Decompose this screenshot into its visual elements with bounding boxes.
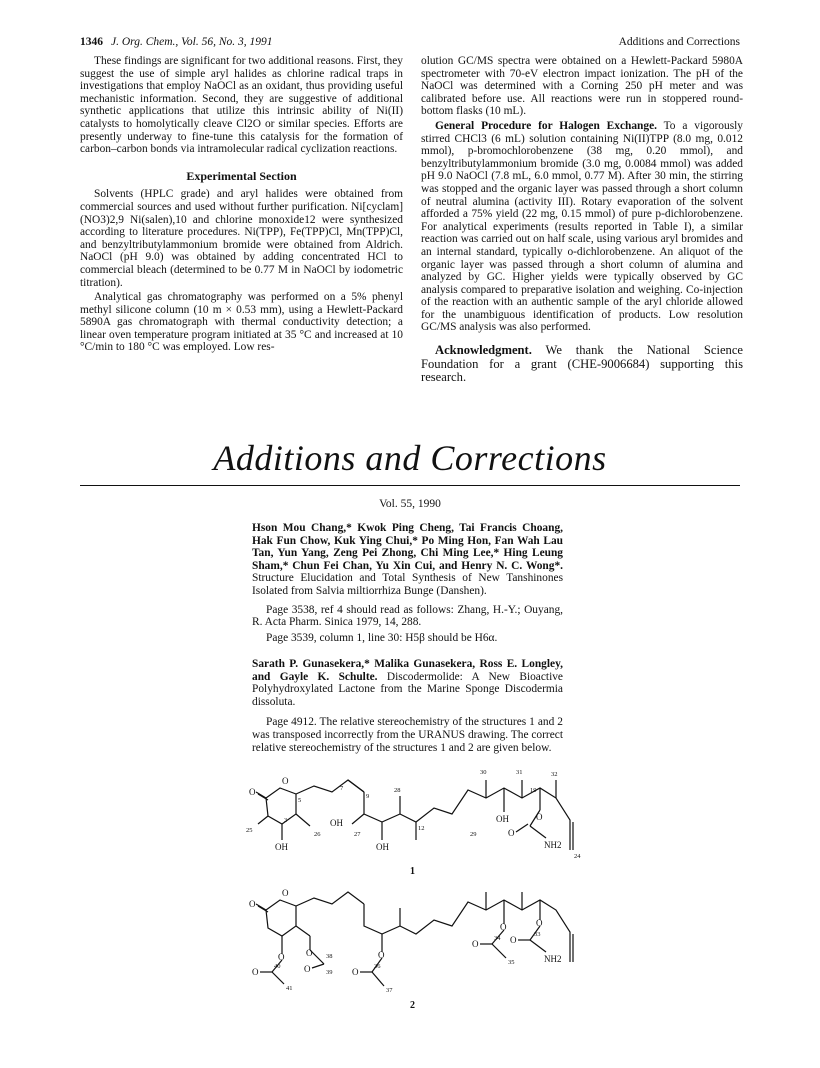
journal-info: J. Org. Chem., Vol. 56, No. 3, 1991 <box>111 36 273 48</box>
atom-label: O <box>472 939 479 949</box>
atom-label: O <box>252 967 259 977</box>
structure-1-drawing <box>244 762 584 880</box>
entry1-citation <box>252 522 563 598</box>
atom-label: OH <box>275 842 288 852</box>
paragraph-acknowledgment <box>421 344 743 385</box>
atom-label: O <box>306 948 313 958</box>
atom-label: NH2 <box>544 954 562 964</box>
atom-number: 12 <box>418 825 425 832</box>
volume-label: Vol. 55, 1990 <box>379 498 441 510</box>
atom-label: O <box>282 888 289 898</box>
experimental-section-heading: Experimental Section <box>186 168 297 183</box>
atom-number: 40 <box>274 963 281 970</box>
atom-label: OH <box>496 814 509 824</box>
atom-number: 34 <box>494 935 501 942</box>
atom-number: 31 <box>516 769 523 776</box>
atom-number: 33 <box>534 931 541 938</box>
atom-number: 37 <box>386 987 393 994</box>
atom-label: O <box>378 950 385 960</box>
header-section-title: Additions and Corrections <box>618 36 740 48</box>
correction-entry-2 <box>252 658 563 757</box>
atom-label: OH <box>330 818 343 828</box>
right-column <box>421 55 743 387</box>
atom-number: 25 <box>246 827 253 834</box>
atom-number: 9 <box>366 793 370 800</box>
atom-number: 7 <box>340 785 344 792</box>
atom-number: 36 <box>374 963 381 970</box>
atom-label: O <box>282 776 289 786</box>
atom-label: OH <box>376 842 389 852</box>
entry2-authors: Sarath P. Gunasekera,* Malika Gunasekera, Ross E. Longley, and Gayle K. Schulte. <box>252 658 563 683</box>
atom-label: O <box>536 918 543 928</box>
entry2-title: Discodermolide: A New Bioactive Polyhydroxylated Lactone from the Marine Sponge Discodermia dissoluta. <box>252 670 563 708</box>
atom-number: 24 <box>574 853 581 860</box>
atom-number: 3 <box>284 817 288 824</box>
header-left <box>80 36 273 48</box>
general-procedure-heading: General Procedure for Halogen Exchange. <box>435 119 657 132</box>
atom-label: O <box>510 935 517 945</box>
left-column <box>80 55 403 356</box>
entry1-fix-1: Page 3538, ref 4 should read as follows: Zhang, H.-Y.; Ouyang, R. Acta Pharm. Sinica 1979, 14, 288. <box>252 603 563 629</box>
paragraph-general-procedure <box>421 120 743 334</box>
atom-number: 28 <box>394 787 401 794</box>
atom-label: O <box>249 899 256 909</box>
compound-label-1: 1 <box>410 866 415 877</box>
atom-number: 26 <box>314 831 321 838</box>
atom-number: 35 <box>508 959 515 966</box>
acknowledgment-heading: Acknowledgment. <box>435 343 532 358</box>
correction-entry-1 <box>252 522 563 647</box>
compound-label-2: 2 <box>410 1000 415 1011</box>
atom-label: O <box>536 812 543 822</box>
atom-number: 41 <box>286 985 293 992</box>
entry1-fix-2: Page 3539, column 1, line 30: H5β should be H6α. <box>266 631 498 644</box>
page-number: 1346 <box>80 36 103 48</box>
corrections-title: Additions and Corrections <box>213 438 607 478</box>
chemical-structure-2 <box>244 884 584 1014</box>
atom-label: O <box>500 922 507 932</box>
atom-number: 27 <box>354 831 361 838</box>
title-rule <box>80 485 740 486</box>
entry1-authors: Hson Mou Chang,* Kwok Ping Cheng, Tai Francis Choang, Hak Fun Chow, Kuk Ying Chui,* Po Ming Hon, Fan Wah Lau Tan, Yun Yang, Zeng Pei Zhong, Chi Ming Lee,* Hing Leung Sham,* Chun Fei Chan, Yu Xin Cui, and Henry N. C. Wong*. <box>252 522 563 572</box>
atom-number: 39 <box>326 969 333 976</box>
atom-label: O <box>249 787 256 797</box>
general-procedure-text: To a vigorously stirred CHCl3 (6 mL) solution containing Ni(II)TPP (8.0 mg, 0.012 mmol), p-bromochlorobenzene (38 mg, 0.20 mmol), and benzyltributylammonium bromide (3.0 mg, 0.0084 mmol) was added pH 9.0 NaOCl (7.8 mL, 6.0 mmol, 0.77 M). After 30 min, the stirring was stopped and the organic layer was passed through a short column of neutral alumina (activity III). Rotary evaporation of the solvent afforded a 75% yield (22 mg, 0.15 mmol) of pure p-dichlorobenzene. For analytical experiments (results reported in Table I), a similar reaction was carried out on half scale, using various aryl bromides and an internal standard, typically o-dichlorobenzene. An aliquot of the organic layer was passed through a short column of alumina and analyzed by GC. Higher yields were typically observed by GC analysis compared to preparative isolation and weighing. Co-injection of the reaction with an authentic sample of the aryl chloride allowed for the unambiguous identification of products. Low resolution GC/MS analysis was also performed. <box>421 119 743 334</box>
atom-number: 5 <box>298 797 302 804</box>
atom-number: 30 <box>480 769 487 776</box>
entry2-fix: Page 4912. The relative stereochemistry of the structures 1 and 2 was transposed incorrectly from the URANUS drawing. The correct relative stereochemistry of the structures 1 and 2 are given below. <box>252 716 563 754</box>
atom-number: 19 <box>530 787 537 794</box>
paragraph-gcms: olution GC/MS spectra were obtained on a Hewlett-Packard 5980A spectrometer with 70-eV electron impact ionization. The pH of the NaOCl was determined with a Corning 250 pH meter and was calibrated before use. All reactions were run in stoppered round-bottom flasks (10 mL). <box>421 55 743 118</box>
running-header <box>80 36 740 54</box>
atom-label: NH2 <box>544 840 562 850</box>
atom-label: O <box>352 967 359 977</box>
atom-label: O <box>508 828 515 838</box>
entry2-citation <box>252 658 563 708</box>
atom-number: 32 <box>551 771 558 778</box>
atom-label: O <box>278 952 285 962</box>
atom-number: 38 <box>326 953 333 960</box>
paragraph-gc: Analytical gas chromatography was performed on a 5% phenyl methyl silicone column (10 m × 0.53 mm), using a Hewlett-Packard 5890A gas chromatograph with thermal conductivity detection; a linear oven temperature program initiated at 35 °C and increased at 10 °C/min to 180 °C was employed. Low res- <box>80 291 403 354</box>
chemical-structure-1 <box>244 762 584 880</box>
structure-2-drawing <box>244 884 584 1014</box>
paragraph-solvents: Solvents (HPLC grade) and aryl halides were obtained from commercial sources and used without further purification. Ni[cyclam](NO3)2,9 Ni(salen),10 and chlorine monoxide12 were synthesized according to literature procedures. Ni(TPP), Fe(TPP)Cl, Mn(TPP)Cl, and benzyltributylammonium bromide were obtained from Aldrich. NaOCl (pH 9.0) was obtained by adding concentrated HCl to commercial bleach (determined to be 0.77 M in NaOCl by iodometric titration). <box>80 188 403 289</box>
paragraph-findings: These findings are significant for two additional reasons. First, they suggest the use of simple aryl halides as chlorine radical traps in investigations that employ NaOCl as an oxidant, thus providing useful mechanistic information. Second, they are suggestive of additional synthetic applications that utilize this intrinsic ability of Ni(II) catalysts to homolytically cleave Cl2O or similar species. Efforts are presently underway to fine-tune this catalysis for the formation of carbon–carbon bonds via intramolecular radical cyclization reactions. <box>80 55 403 156</box>
entry1-title: Structure Elucidation and Total Synthesis of New Tanshinones Isolated from Salvia miltiorrhiza Bunge (Danshen). <box>252 572 563 597</box>
atom-number: 29 <box>470 831 477 838</box>
acknowledgment-text: We thank the National Science Foundation for a grant (CHE-9006684) supporting this research. <box>421 343 744 385</box>
atom-label: O <box>304 964 311 974</box>
